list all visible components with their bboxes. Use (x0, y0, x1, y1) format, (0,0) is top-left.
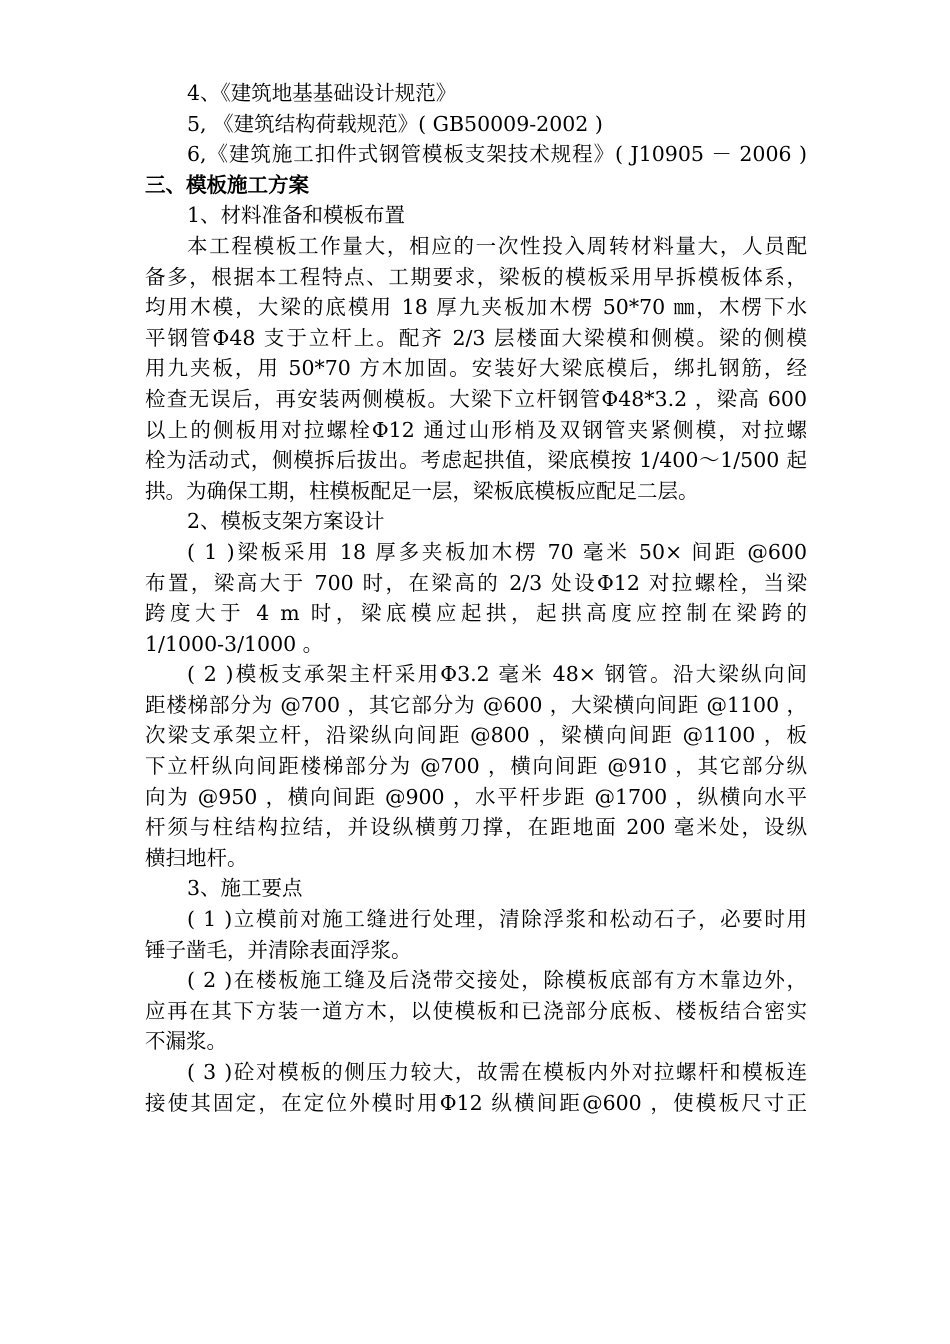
text-line: 6,《建筑施工扣件式钢管模板支架技术规程》( J10905 － 2006 ) (187, 142, 807, 167)
text-line: 不漏浆。 (145, 1029, 227, 1054)
text-line: 4、《建筑地基基础设计规范》 (187, 81, 457, 105)
text-line: 应再在其下方装一道方木，以使模板和已浇部分底板、楼板结合密实 (145, 998, 807, 1023)
text-line: 用九夹板，用 50*70 方木加固。安装好大梁底模后，绑扎钢筋，经 (145, 356, 807, 381)
text-line: 锤子凿毛，并清除表面浮浆。 (145, 937, 412, 962)
section-heading: 三、模板施工方案 (145, 172, 309, 197)
text-line: ( 2 )在楼板施工缝及后浇带交接处，除模板底部有方木靠边外， (187, 968, 807, 993)
document-page (145, 78, 807, 1118)
text-line: 次梁支承架立杆，沿梁纵向间距 @800 ，梁横向间距 @1100 ，板 (145, 723, 807, 748)
text-line: 3、施工要点 (187, 876, 303, 901)
text-line: 均用木模，大梁的底模用 18 厚九夹板加木楞 50*70 ㎜，木楞下水 (145, 295, 807, 320)
text-line: 向为 @950 ，横向间距 @900 ，水平杆步距 @1700 ，纵横向水平 (145, 784, 807, 809)
text-line: 横扫地杆。 (145, 845, 248, 870)
text-line: 2、模板支架方案设计 (187, 509, 385, 534)
text-line: 布置，梁高大于 700 时，在梁高的 2/3 处设Φ12 对拉螺栓，当梁 (145, 570, 807, 595)
text-line: 备多，根据本工程特点、工期要求，梁板的模板采用早拆模板体系， (145, 264, 807, 289)
text-line: ( 3 )砼对模板的侧压力较大，故需在模板内外对拉螺杆和模板连 (187, 1060, 807, 1084)
text-line: 下立杆纵向间距楼梯部分为 @700 ，横向间距 @910 ，其它部分纵 (145, 754, 807, 779)
text-line: 杆须与柱结构拉结，并设纵横剪刀撑，在距地面 200 毫米处，设纵 (145, 815, 807, 840)
text-line: 拱。为确保工期，柱模板配足一层，梁板底模板应配足二层。 (145, 478, 699, 503)
text-line: 以上的侧板用对拉螺栓Φ12 通过山形梢及双钢管夹紧侧模，对拉螺 (145, 417, 807, 442)
text-line: 1/1000-3/1000 。 (145, 631, 324, 656)
text-line: ( 1 )立模前对施工缝进行处理，清除浮浆和松动石子，必要时用 (187, 907, 807, 932)
text-line: 本工程模板工作量大，相应的一次性投入周转材料量大，人员配 (187, 233, 807, 258)
text-line: 接使其固定，在定位外模时用Φ12 纵横间距@600 ，使模板尺寸正 (145, 1090, 807, 1115)
text-line: 检查无误后，再安装两侧模板。大梁下立杆钢管Φ48*3.2 ，梁高 600 (145, 386, 807, 411)
text-line: 距楼梯部分为 @700 ，其它部分为 @600 ，大梁横向间距 @1100 ， (145, 692, 807, 717)
text-line: ( 1 )梁板采用 18 厚多夹板加木楞 70 毫米 50× 间距 @600 (187, 539, 807, 564)
text-line: ( 2 )模板支承架主杆采用Φ3.2 毫米 48× 钢管。沿大梁纵向间 (187, 662, 807, 687)
text-line: 跨度大于 4 m 时，梁底模应起拱，起拱高度应控制在梁跨的 (145, 601, 807, 626)
text-line: 1、材料准备和模板布置 (187, 203, 406, 228)
text-line: 平钢管Φ48 支于立杆上。配齐 2/3 层楼面大梁模和侧模。梁的侧模 (145, 325, 807, 350)
text-line: 栓为活动式，侧模拆后拔出。考虑起拱值，梁底模按 1/400～1/500 起 (145, 448, 807, 473)
text-line: 5, 《建筑结构荷载规范》( GB50009-2002 ) (187, 111, 603, 136)
